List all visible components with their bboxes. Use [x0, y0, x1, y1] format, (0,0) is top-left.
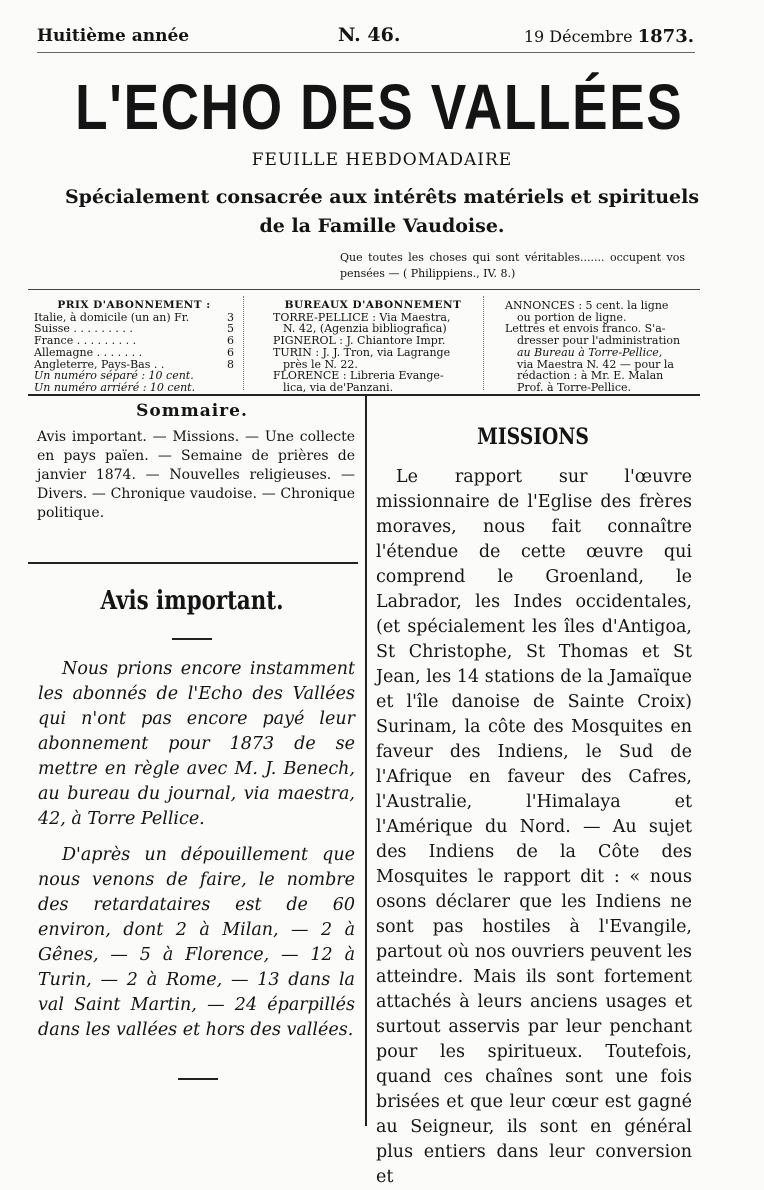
epigraph-quote: Que toutes les choses qui sont véritables....... occupent vos pensées — ( Philippiens., IV. 8.)	[340, 251, 685, 280]
missions-paragraph: Le rapport sur l'œuvre missionnaire de l'Eglise des frères moraves, nous fait connaître l'étendue de cette œuvre qui comprend le Groenland, le Labrador, les Indes occidentales, (et spécialement les îles d'Antigoa, St Christophe, St Thomas et St Jean, les 14 stations de la Jamaïque et l'île danoise de Sainte Croix) Surinam, la côte des Mosquites en faveur des Indiens, le Sud de l'Afrique en faveur des Cafres, l'Australie, l'Himalaya et l'Amérique du Nord. — Au sujet des Indiens de la Côte des Mosquites le rapport dit : « nous osons déclarer que les Indiens ne sont pas hostiles à l'Evangile, partout où nos ouvriers peuvent les atteindre. Mais ils sont fortement attachés à leurs anciens usages et surtout asservis par leur penchant pour les spiritueux. Toutefois, quand ces chaînes sont une fois brisées et que leur cœur est gagné au Seigneur, ils sont en général plus entiers dans leur conversion et	[376, 467, 692, 1187]
avis-separator	[172, 638, 212, 640]
office-line: TORRE-PELLICE : Via Maestra,	[273, 310, 451, 324]
office-line: lica, via de'Panzani.	[283, 380, 394, 394]
announcements-box	[505, 300, 695, 394]
tagline-line-1: Spécialement consacrée aux intérêts matériels et spirituels	[64, 186, 700, 208]
sommaire-text: Avis important. — Missions. — Une collecte en pays païen. — Semaine de prières de janvier 1874. — Nouvelles religieuses. — Divers. — Chronique vaudoise. — Chronique politique.	[37, 429, 355, 521]
offices-heading: BUREAUX D'ABONNEMENT	[284, 299, 462, 311]
announcement-line: dresser pour l'administration	[517, 334, 681, 348]
announcement-line: ANNONCES : 5 cent. la ligne	[505, 299, 669, 312]
office-line: PIGNEROL : J. Chiantore Impr.	[273, 334, 446, 348]
date-year: 1873.	[637, 26, 694, 47]
date-day-month: 19 Décembre	[523, 27, 633, 46]
avis-heading: Avis important.	[100, 586, 284, 616]
missions-heading: MISSIONS	[477, 424, 589, 450]
issue-date	[524, 26, 694, 47]
office-line: près le N. 22.	[283, 357, 358, 371]
top-rule	[37, 52, 695, 53]
subscription-box	[34, 300, 234, 394]
office-line: FLORENCE : Libreria Evange-	[273, 369, 444, 383]
announcement-line: via Maestra N. 42 — pour la	[517, 357, 674, 371]
announcement-line: au Bureau à Torre-Pellice,	[517, 345, 663, 359]
price-row: Italie, à domicile (un an) Fr. 3	[34, 310, 234, 324]
announcement-line: rédaction : à Mr. E. Malan	[517, 369, 664, 383]
price-row: Suisse . . . . . . . . . 5	[34, 322, 234, 336]
price-row: Allemagne . . . . . . . 6	[34, 345, 234, 359]
announcement-line: ou portion de ligne.	[517, 310, 627, 324]
sommaire-heading: Sommaire.	[136, 401, 248, 421]
announcement-line: Lettres et envois franco. S'a-	[505, 322, 666, 336]
header-bottom-rule	[28, 394, 700, 396]
office-line: N. 42, (Agenzia bibliografica)	[283, 322, 447, 336]
issue-number: N. 46.	[338, 24, 401, 46]
avis-paragraph-1: Nous prions encore instamment les abonnés de l'Echo des Vallées qui n'ont pas encore payé leur abonnement pour 1873 de se mettre en règle avec M. J. Benech, au bureau du journal, via maestra, 42, à Torre Pellice.	[38, 659, 355, 829]
edition-label: Huitième année	[37, 26, 190, 46]
box-divider	[243, 296, 244, 390]
announcement-line: Prof. à Torre-Pellice.	[517, 380, 631, 394]
newspaper-title: L'ECHO DES VALLÉES	[75, 71, 684, 143]
back-issue-price: Un numéro arriéré : 10 cent.	[34, 380, 196, 394]
box-divider	[483, 296, 484, 390]
offices-box	[273, 300, 473, 394]
subscription-heading: PRIX D'ABONNEMENT :	[57, 299, 211, 311]
newspaper-subtitle: FEUILLE HEBDOMADAIRE	[251, 150, 513, 170]
price-row: Angleterre, Pays-Bas . . 8	[34, 357, 234, 371]
masthead-rule	[28, 289, 700, 290]
single-issue-price: Un numéro séparé : 10 cent.	[34, 369, 194, 383]
office-line: TURIN : J. J. Tron, via Lagrange	[273, 345, 451, 359]
price-row: France . . . . . . . . . 6	[34, 334, 234, 348]
column-divider	[365, 396, 367, 1126]
tagline-line-2: de la Famille Vaudoise.	[259, 215, 505, 237]
avis-paragraph-2: D'après un dépouillement que nous venons de faire, le nombre des retardataires est de 60 environ, dont 2 à Milan, — 2 à Gênes, — 5 à Florence, — 12 à Turin, — 2 à Rome, — 13 dans la val Saint Martin, — 24 éparpillés dans les vallées et hors des vallées.	[38, 845, 355, 1040]
article-end-separator	[178, 1078, 218, 1080]
sommaire-rule	[28, 562, 358, 564]
